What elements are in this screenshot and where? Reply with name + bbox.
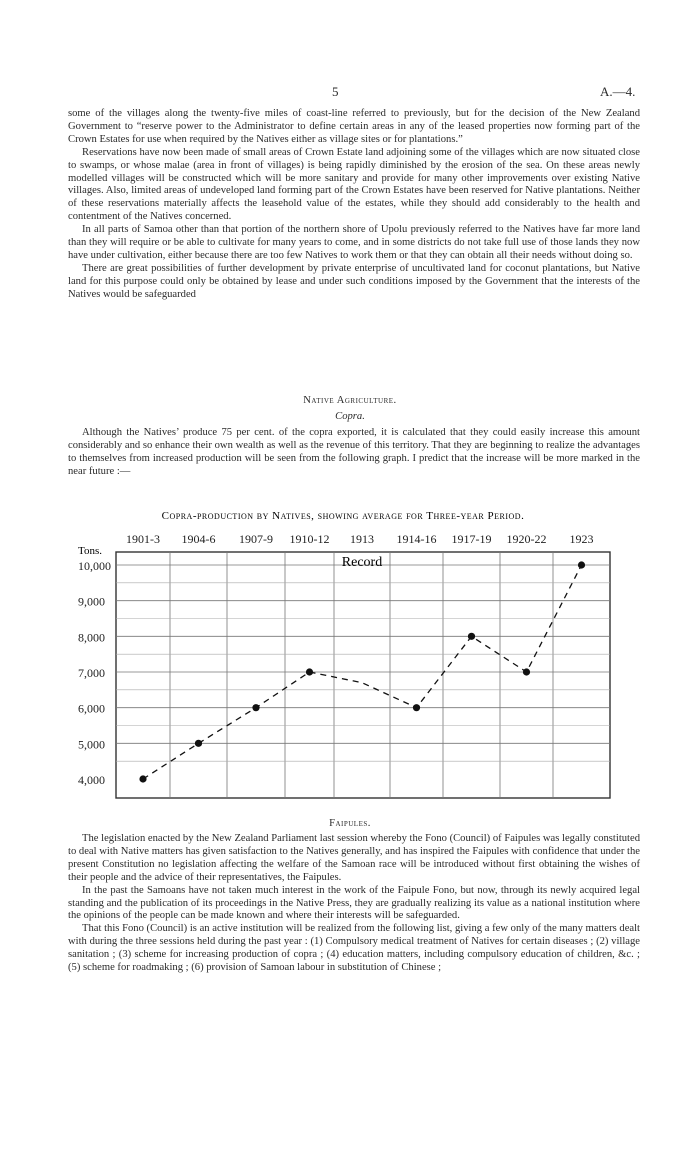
x-tick-label: 1904-6 xyxy=(181,532,216,546)
y-tick-label: 5,000 xyxy=(78,737,105,752)
data-point xyxy=(468,633,475,640)
x-tick-label: 1907-9 xyxy=(239,532,273,546)
y-tick-label: 10,000 xyxy=(78,559,111,573)
document-reference: A.—4. xyxy=(600,84,636,99)
faipules-paragraph: That this Fono (Council) is an active institution will be realized from the following list, giving a few only of the many matters dealt with during the three sessions held during the past year : (1) Compulsory medical treatment of Natives for certain diseases ; (2) village sanitation ; (3) scheme for increasing production of copra ; (4) education matters, including compulsory education of children, &c. ; (5) scheme for roadmaking ; (6) provision of Samoan labour in substitution of Chinese ; xyxy=(68,923,640,974)
chart-grid xyxy=(116,552,610,798)
y-tick-label: 9,000 xyxy=(78,594,105,609)
data-point xyxy=(306,668,313,675)
x-tick-label: 1914-16 xyxy=(396,532,437,546)
faipules-paragraph: In the past the Samoans have not taken much interest in the work of the Faipule Fono, but now, through its newly acquired legal standing and the publication of its proceedings in the Native Press, they are gradually realizing its value as a national institution where the opinions of the people can be made known and where their interests will be safeguarded. xyxy=(68,884,640,922)
y-tick-labels xyxy=(78,559,111,787)
record-annotation: Record xyxy=(341,555,383,570)
data-point xyxy=(139,775,146,782)
faipules-paragraph: The legislation enacted by the New Zealand Parliament last session whereby the Fono (Council) of Faipules was legally constituted to deal with Native matters has given satisfaction to the Natives generally, and has inspired the Faipules with confidence that under the present Constitution no legislation affecting the welfare of the Samoan race will be introduced without first obtaining the wishes of their people and the advice of their representatives, the Faipules. xyxy=(68,833,640,883)
x-tick-label: 1901-3 xyxy=(126,532,160,546)
data-point xyxy=(578,561,585,568)
x-tick-label: 1923 xyxy=(569,532,594,546)
intro-paragraph: In all parts of Samoa other than that portion of the northern shore of Upolu previously referred to the Natives have far more land than they will require or be able to cultivate for many years to come, and in some districts do not take full use of those lands they now have under cultivation, either because there are too few Natives to work them or that they can obtain all their needs without doing so. xyxy=(68,224,640,261)
section-heading-faipules: Faipules. xyxy=(329,818,371,829)
x-tick-label: 1920-22 xyxy=(506,532,547,546)
intro-paragraph: There are great possibilities of further development by private enterprise of uncultivated land for coconut plantations, but Native land for this purpose could only be obtained by lease and under such conditions imposed by the Government that the interests of the Natives would be safeguarded xyxy=(68,262,640,300)
section-subheading-copra: Copra. xyxy=(335,411,365,422)
copra-paragraph: Although the Natives’ produce 75 per cent. of the copra exported, it is calculated that they could easily increase this amount considerably and so enhance their own wealth as well as the revenue of this territory. That they are beginning to realize the advantages to themselves from increased production will be seen from the following graph. I predict that the increase will be more marked in the near future :— xyxy=(68,427,640,477)
y-tick-label: 4,000 xyxy=(78,773,105,787)
chart-title: Copra-production by Natives, showing average for Three-year Period. xyxy=(161,510,525,522)
data-point xyxy=(413,704,420,711)
intro-paragraph: some of the villages along the twenty-five miles of coast-line referred to previously, but for the decision of the New Zealand Government to “reserve power to the Administrator to define certain areas in any of the leased properties now forming part of the Crown Estates for use when required by the Natives either as village sites or for plantations.” xyxy=(68,108,640,145)
x-tick-labels xyxy=(126,532,594,546)
data-point xyxy=(523,668,530,675)
x-tick-label: 1917-19 xyxy=(451,532,492,546)
x-tick-label: 1913 xyxy=(350,532,374,546)
y-tick-label: 6,000 xyxy=(78,701,105,716)
y-tick-label: 7,000 xyxy=(78,666,105,680)
faipules-text xyxy=(68,833,640,975)
y-axis-label: Tons. xyxy=(78,545,102,557)
data-point xyxy=(195,740,202,747)
data-point xyxy=(252,704,259,711)
y-tick-label: 8,000 xyxy=(78,630,105,645)
intro-paragraph: Reservations have now been made of small areas of Crown Estate land adjoining some of the villages which are now situated close to swamps, or whose malae (area in front of villages) is being rapidly diminished by the erosion of the sea. On these areas newly modelled villages will be constructed which will be more sanitary and provide for many other improvements over existing Native villages. Also, limited areas of undeveloped land forming part of the Crown Estates have been reserved for Native plantations. Neither of these reservations materially affects the leasehold value of the estates, while they should add considerably to the health and contentment of the Natives concerned. xyxy=(68,146,640,223)
x-tick-label: 1910-12 xyxy=(289,532,330,546)
section-heading-agriculture: Native Agriculture. xyxy=(303,395,397,406)
page-number: 5 xyxy=(332,84,339,99)
